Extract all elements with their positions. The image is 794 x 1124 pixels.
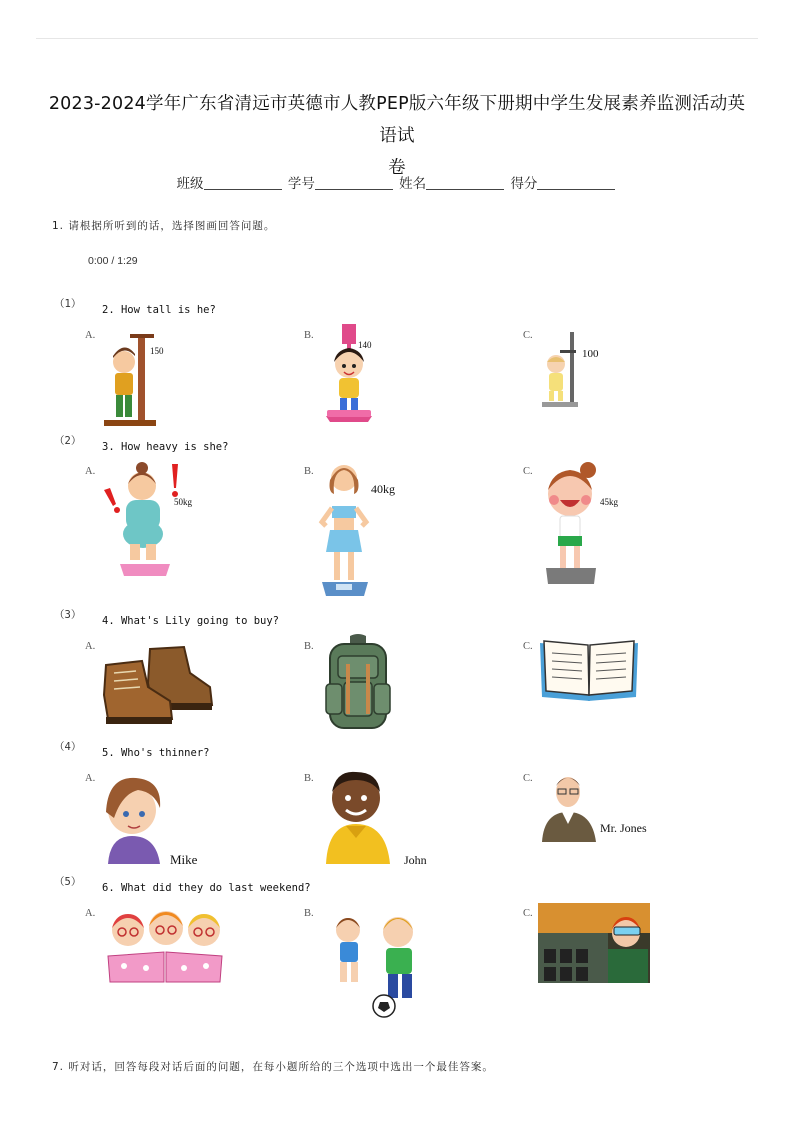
- option-letter[interactable]: B.: [304, 773, 314, 784]
- weight-label: 50kg: [174, 497, 192, 507]
- option-letter[interactable]: C.: [523, 641, 533, 652]
- backpack-icon[interactable]: [324, 634, 392, 732]
- girl-height-chart-icon[interactable]: [322, 322, 386, 424]
- option-letter[interactable]: C.: [523, 330, 533, 341]
- exam-title: [40, 88, 754, 184]
- person-name-label: Mr. Jones: [600, 821, 647, 835]
- baby-height-chart-icon[interactable]: [538, 330, 584, 410]
- girl-on-scale-laughing-icon[interactable]: [538, 460, 604, 586]
- person-name-label: Mike: [170, 852, 198, 867]
- girl-on-scale-worried-icon[interactable]: [100, 460, 186, 582]
- option-letter[interactable]: C.: [523, 908, 533, 919]
- name-blank[interactable]: [426, 176, 504, 190]
- subquestion-number: （5）: [54, 876, 82, 888]
- boys-playing-football-icon[interactable]: [326, 908, 446, 1020]
- option-letter[interactable]: B.: [304, 641, 314, 652]
- subquestion-text: 5. Who's thinner?: [102, 747, 210, 759]
- subquestion-number: （1）: [54, 298, 82, 310]
- question-1-prompt: 1. 请根据所听到的话，选择图画回答问题。: [52, 220, 276, 232]
- person-name-label: John: [404, 853, 427, 867]
- exam-title-line1: 2023-2024学年广东省清远市英德市人教PEP版六年级下册期中学生发展素养监测活动英语试: [48, 94, 746, 146]
- height-label: 100: [582, 348, 599, 360]
- man-mr-jones-icon[interactable]: [540, 772, 598, 842]
- weight-label: 45kg: [600, 497, 618, 507]
- audio-player-time[interactable]: 0:00 / 1:29: [88, 255, 138, 267]
- subquestion-number: （3）: [54, 609, 82, 621]
- cinema-3d-glasses-icon[interactable]: [538, 903, 650, 983]
- exam-title-line2: 卷: [388, 158, 406, 178]
- subquestion-text: 6. What did they do last weekend?: [102, 882, 311, 894]
- boy-mike-icon[interactable]: [102, 772, 164, 864]
- height-label: 140: [358, 340, 372, 350]
- boy-john-icon[interactable]: [322, 766, 396, 864]
- score-blank[interactable]: [537, 176, 615, 190]
- option-letter[interactable]: B.: [304, 466, 314, 477]
- student-info-row: [0, 172, 794, 192]
- boots-icon[interactable]: [100, 643, 214, 725]
- name-label: 姓名: [399, 176, 427, 192]
- option-letter[interactable]: A.: [85, 330, 96, 341]
- subquestion-text: 3. How heavy is she?: [102, 441, 229, 453]
- girl-on-scale-icon[interactable]: [318, 462, 374, 600]
- option-letter[interactable]: A.: [85, 773, 96, 784]
- option-letter[interactable]: C.: [523, 773, 533, 784]
- option-letter[interactable]: A.: [85, 466, 96, 477]
- class-blank[interactable]: [204, 176, 282, 190]
- number-blank[interactable]: [315, 176, 393, 190]
- kids-reading-icon[interactable]: [104, 904, 226, 984]
- subquestion-text: 4. What's Lily going to buy?: [102, 615, 280, 627]
- header-divider: [36, 38, 758, 39]
- weight-label: 40kg: [371, 482, 395, 496]
- number-label: 学号: [287, 176, 315, 192]
- option-letter[interactable]: B.: [304, 330, 314, 341]
- option-letter[interactable]: B.: [304, 908, 314, 919]
- open-book-icon[interactable]: [538, 637, 640, 703]
- height-label: 150: [150, 346, 164, 356]
- option-letter[interactable]: A.: [85, 641, 96, 652]
- option-letter[interactable]: A.: [85, 908, 96, 919]
- score-label: 得分: [510, 176, 538, 192]
- subquestion-number: （2）: [54, 435, 82, 447]
- option-letter[interactable]: C.: [523, 466, 533, 477]
- question-7-prompt: 7. 听对话，回答每段对话后面的问题，在每小题所给的三个选项中选出一个最佳答案。: [52, 1061, 494, 1073]
- subquestion-number: （4）: [54, 741, 82, 753]
- class-label: 班级: [176, 176, 204, 192]
- subquestion-text: 2. How tall is he?: [102, 304, 216, 316]
